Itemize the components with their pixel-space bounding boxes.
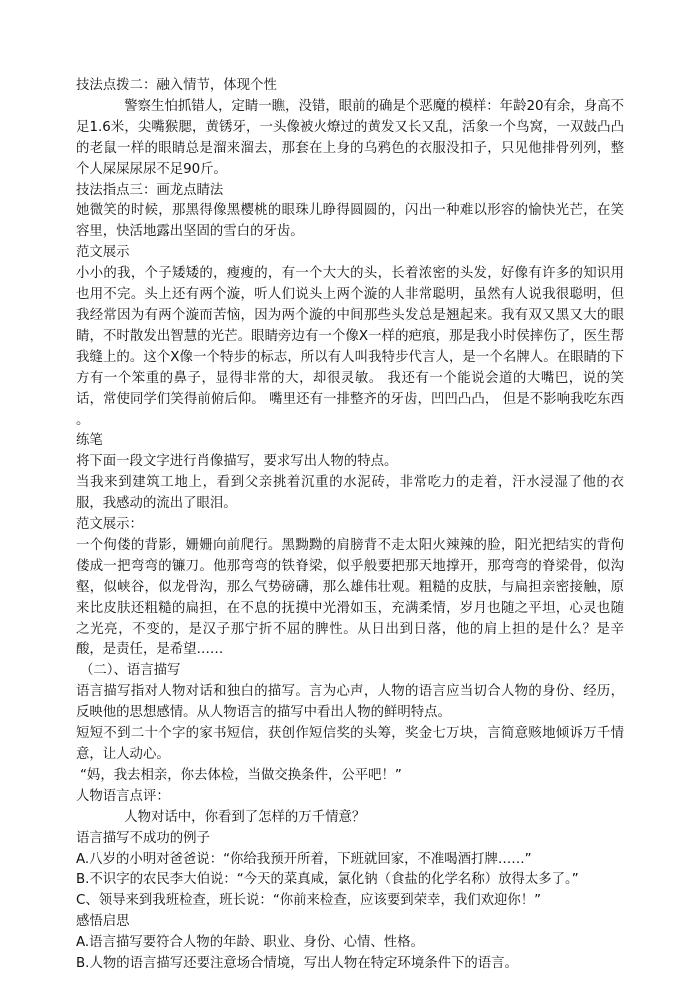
practice-source-text: 当我来到建筑工地上，看到父亲挑着沉重的水泥砖，非常吃力的走着，汗水浸湿了他的衣服，我感动的流出了眼泪。 [76,475,624,512]
heading-practice: 练笔 [76,433,103,449]
heading-insights: 感悟启思 [76,914,130,930]
heading-language-comment: 人物语言点评： [76,788,170,804]
insight-a: A.语言描写要符合人物的年龄、职业、身份、心情、性格。 [76,935,424,951]
language-comment-question: 人物对话中，你看到了怎样的万千情意？ [124,809,366,825]
heading-sample-essay-2: 范文展示： [76,517,143,533]
bad-example-c: C、领导来到我班检查，班长说：“你前来检查，应该要到荣幸，我们欢迎你！” [76,893,542,909]
sample-essay-paragraph-2: 一个佝偻的背影，姗姗向前爬行。黑黝黝的肩膀背不走太阳火辣辣的脸，阳光把结实的背佝偻成一把弯弯的镰刀。他那弯弯的铁脊梁，似乎般要把那天地撑开，那弯弯的脊梁骨，似沟壑，似峡谷，似龙骨沟，那么气势磅礴，那么雄伟壮观。粗糙的皮肤，与扁担亲密接触，原来比皮肤还粗糙的扁担，在不息的抚摸中光滑如玉，充满柔情，岁月也随之平坦，心灵也随之光亮，不变的，是汉子那宁折不屈的脾性。从日出到日落，他的肩上担的是什么？是辛酸，是责任，是希望…… [76,537,624,658]
bad-example-b: B.不识字的农民李大伯说：“今天的菜真咸，氯化钠（食盐的化学名称）放得太多了。” [76,872,579,888]
section-heading-language: （二）、语言描写 [80,663,181,679]
bad-example-a: A.八岁的小明对爸爸说：“你给我预开所着，下班就回家，不准喝酒打牌……” [76,851,532,867]
heading-bad-examples: 语言描写不成功的例子 [76,830,210,846]
example-paragraph-police: 警察生怕抓错人，定睛一瞧，没错，眼前的确是个恶魔的模样：年龄20有余，身高不足1.6米，尖嘴猴腮，黄锈牙，一头像被火燎过的黄发又长又乱，活象一个鸟窝，一双鼓凸凸的老鼠一样的眼睛总是溜来溜去，那套在上身的乌鸦色的衣服没扣子，只见他排骨列列，整个人屎屎尿尿不足90斤。 [76,98,624,177]
language-definition: 语言描写指对人物对话和独白的描写。言为心声，人物的语言应当切合人物的身份、经历，反映他的思想感情。从人物语言的描写中看出人物的鲜明特点。 [76,684,624,721]
heading-technique-3: 技法指点三：画龙点睛法 [76,182,224,198]
insight-b: B.人物的语言描写还要注意场合情境，写出人物在特定环境条件下的语言。 [76,956,518,972]
sample-essay-paragraph: 小小的我，个子矮矮的，瘦瘦的，有一个大大的头，长着浓密的头发，好像有许多的知识用也用不完。头上还有两个漩，听人们说头上两个漩的人非常聪明，虽然有人说我很聪明，但我经常因为有两个漩而苦恼，因为两个漩的中间那些头发总是翘起来。我有双又黑又大的眼睛，不时散发出智慧的光芒。眼睛旁边有一个像X一样的疤痕，那是我小时侯摔伤了，医生帮我缝上的。这个X像一个特步的标志，所以有人叫我特步代言人，是一个名牌人。在眼睛的下方有一个笨重的鼻子，显得非常的大，却很灵敏。 我还有一个能说会道的大嘴巴，说的笑话，常使同学们笑得前俯后仰。 嘴里还有一排整齐的牙齿，凹凹凸凸， 但是不影响我吃东西 。 [76,266,624,428]
sms-quote: “妈，我去相亲，你去体检，当做交换条件，公平吧！” [80,767,402,783]
document-page [76,76,624,975]
practice-instruction: 将下面一段文字进行肖像描写，要求写出人物的特点。 [76,454,398,470]
heading-technique-2: 技法点拨二：融入情节，体现个性 [76,78,277,93]
heading-sample-essay: 范文展示 [76,245,130,261]
sms-intro-paragraph: 短短不到二十个字的家书短信，获创作短信奖的头筹，奖金七万块，言简意赅地倾诉万千情意，让人动心。 [76,726,624,762]
example-paragraph-smile: 她微笑的时候，那黑得像黑樱桃的眼珠儿睁得圆圆的，闪出一种难以形容的愉快光芒，在笑容里，快活地露出坚固的雪白的牙齿。 [76,203,624,240]
